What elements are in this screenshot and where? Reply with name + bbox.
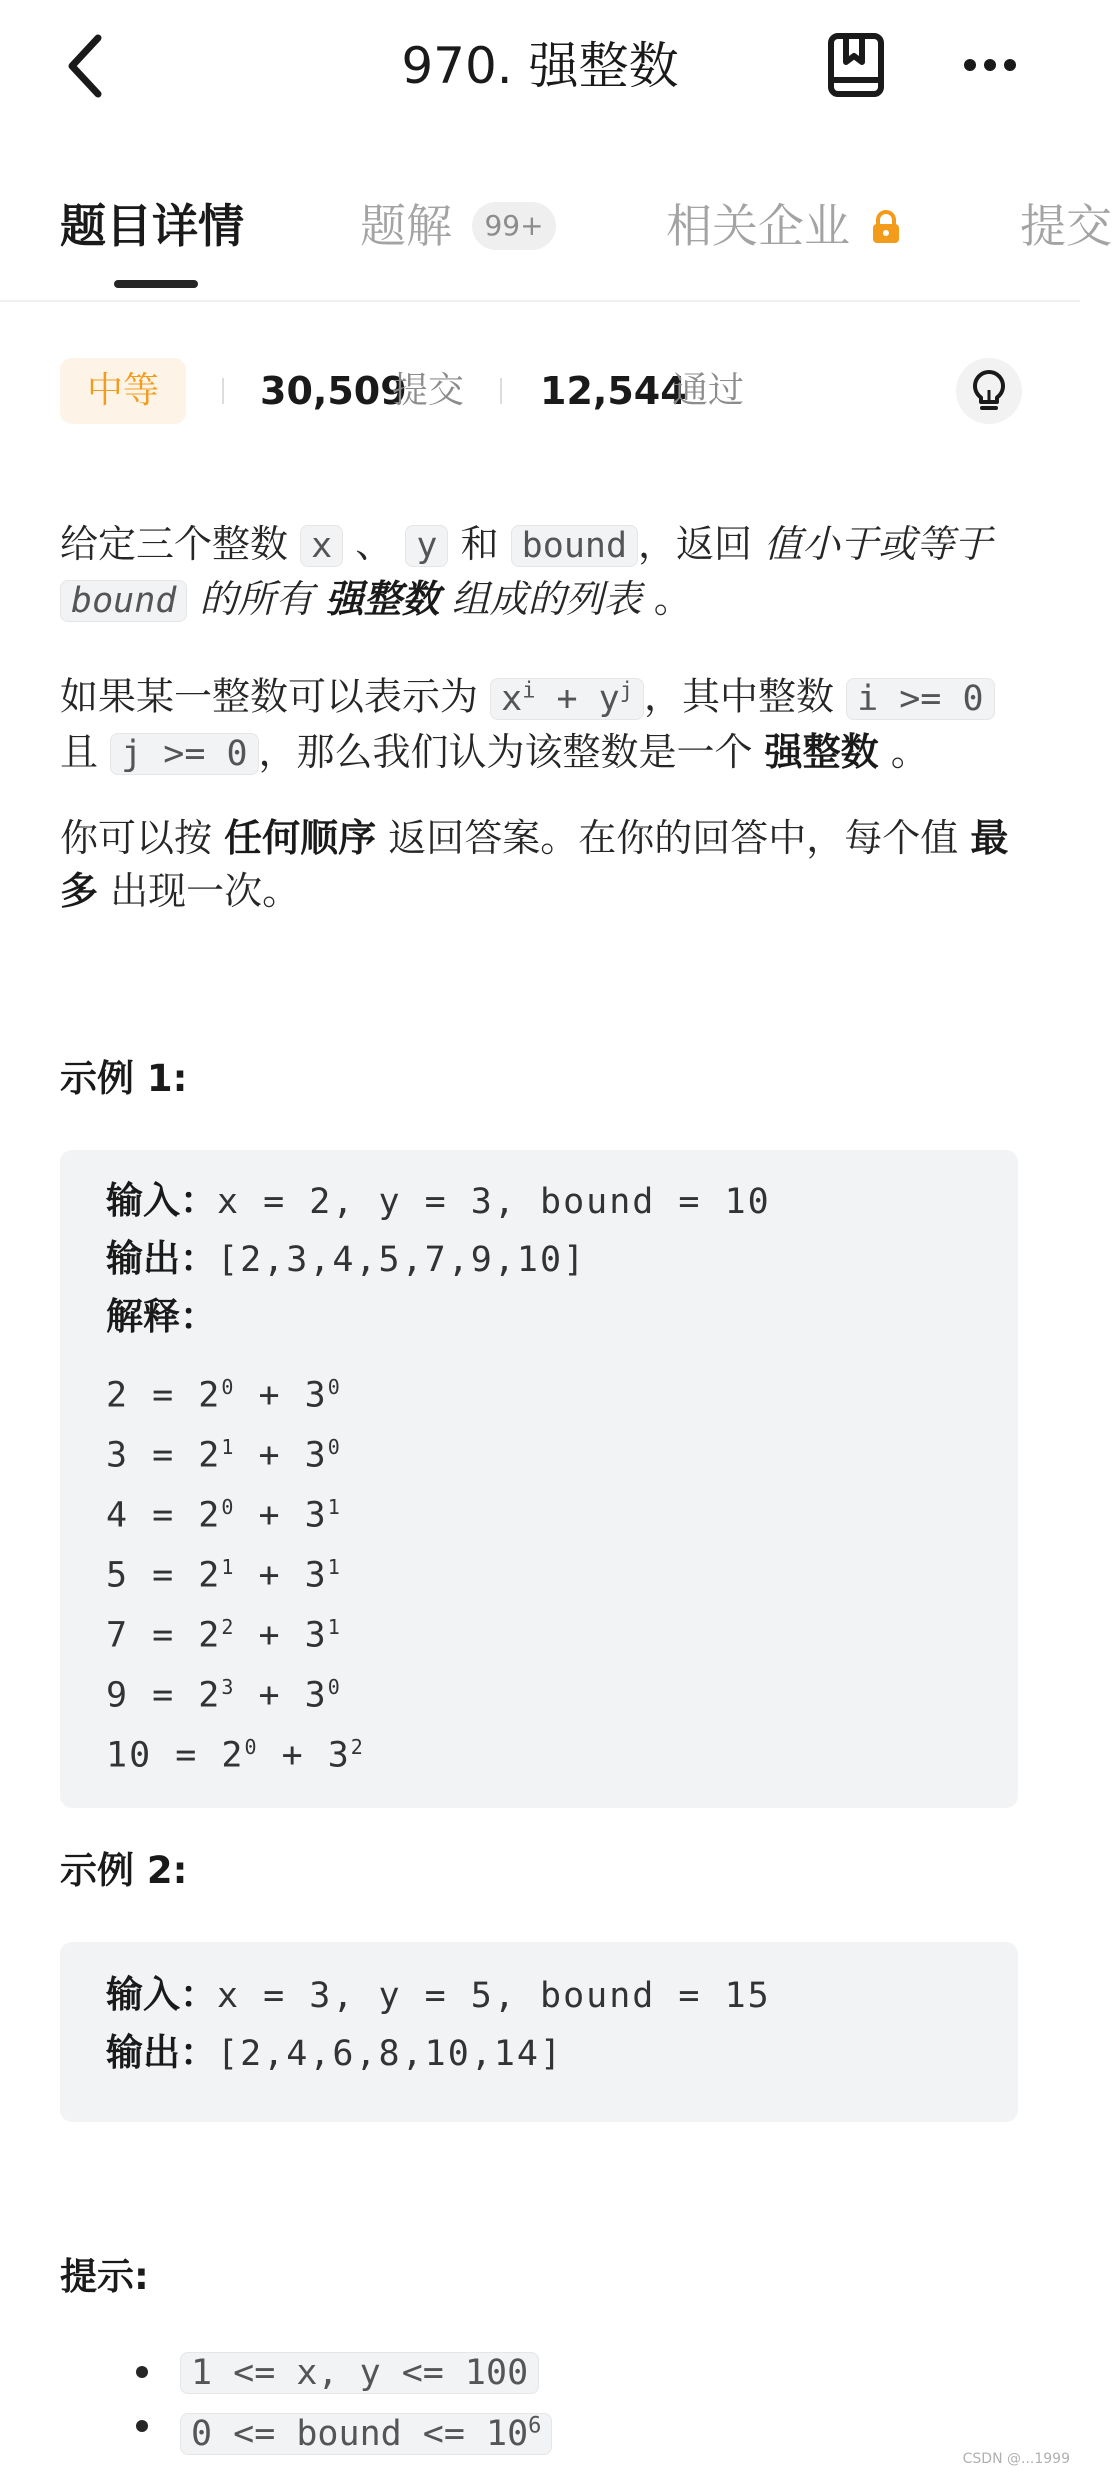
explanation-line: $3 = 2^1 + 3^0$	[106, 1435, 342, 1476]
tab-companies[interactable]: 相关企业	[666, 199, 850, 253]
inline-code-y: y	[405, 525, 448, 567]
tab-submissions[interactable]: 提交	[1020, 199, 1112, 253]
inline-code-expression: $x^i + y^j$	[490, 678, 644, 720]
explanation-line: $10 = 2^0 + 3^2$	[106, 1735, 365, 1776]
notebook-button[interactable]	[826, 32, 888, 98]
bookmark-icon	[826, 32, 888, 98]
more-dots-icon	[960, 50, 1020, 80]
example-2-block	[60, 1942, 1018, 2122]
explanation-line: $2 = 2^0 + 3^0$	[106, 1375, 342, 1416]
inline-code-j: j >= 0	[110, 733, 258, 775]
stats-divider	[222, 378, 224, 404]
tab-active-indicator	[114, 280, 198, 288]
constraints-heading: 提示:	[60, 2255, 149, 2298]
example-1-block	[60, 1150, 1018, 1808]
example-1-input: 输入：x = 2, y = 3, bound = 10	[106, 1179, 771, 1222]
tabs-divider	[0, 300, 1080, 302]
difficulty-badge: 中等	[60, 358, 186, 424]
lock-icon	[870, 210, 902, 244]
example-1-output: 输出：[2,3,4,5,7,9,10]	[106, 1237, 587, 1280]
inline-code-bound: bound	[511, 525, 638, 567]
tab-solutions[interactable]: 题解	[360, 199, 452, 253]
inline-code-i: i >= 0	[846, 678, 994, 720]
constraint-2: 0 <= bound <= $10^6$	[180, 2400, 552, 2460]
inline-code-x: x	[300, 525, 343, 567]
bullet-dot	[136, 2420, 148, 2432]
submissions-label: 提交	[392, 370, 465, 411]
explanation-line: $4 = 2^0 + 3^1$	[106, 1495, 342, 1536]
explanation-line: $5 = 2^1 + 3^1$	[106, 1555, 342, 1596]
inline-code-bound: bound	[60, 580, 187, 622]
solutions-count-badge: 99+	[472, 202, 556, 250]
description-paragraph-3: 你可以按 任何顺序 返回答案。在你的回答中，每个值 最多 出现一次。	[60, 816, 1009, 913]
example-1-heading: 示例 1:	[60, 1057, 188, 1100]
example-2-input: 输入：x = 3, y = 5, bound = 15	[106, 1973, 771, 2016]
tab-description[interactable]: 题目详情	[60, 199, 244, 253]
bullet-dot	[136, 2366, 148, 2378]
explanation-line: $9 = 2^3 + 3^0$	[106, 1675, 342, 1716]
submissions-count: 30,509	[260, 369, 407, 413]
constraint-1: 1 <= x, y <= 100	[180, 2346, 539, 2399]
stats-divider	[500, 378, 502, 404]
example-2-output: 输出：[2,4,6,8,10,14]	[106, 2031, 564, 2074]
accepted-label: 通过	[672, 370, 745, 411]
page-title: 970. 强整数	[401, 37, 679, 95]
description-paragraph-1: 给定三个整数 x 、 y 和 bound ，返回 值小于或等于 bound 的所有 强整数 组成的列表 。	[60, 522, 993, 621]
hint-button[interactable]	[956, 358, 1022, 424]
accepted-count: 12,544	[540, 369, 687, 413]
example-2-heading: 示例 2:	[60, 1849, 188, 1892]
lightbulb-icon	[956, 358, 1022, 424]
description-paragraph-2: 如果某一整数可以表示为 $x^i + y^j$ ，其中整数 i >= 0 且 j >= 0 ，那么我们认为该整数是一个 强整数 。	[60, 664, 1020, 781]
more-button[interactable]	[960, 50, 1020, 80]
explanation-line: $7 = 2^2 + 3^1$	[106, 1615, 342, 1656]
example-1-explanation-label: 解释：	[106, 1295, 217, 1338]
watermark: CSDN @...1999	[962, 2451, 1070, 2467]
